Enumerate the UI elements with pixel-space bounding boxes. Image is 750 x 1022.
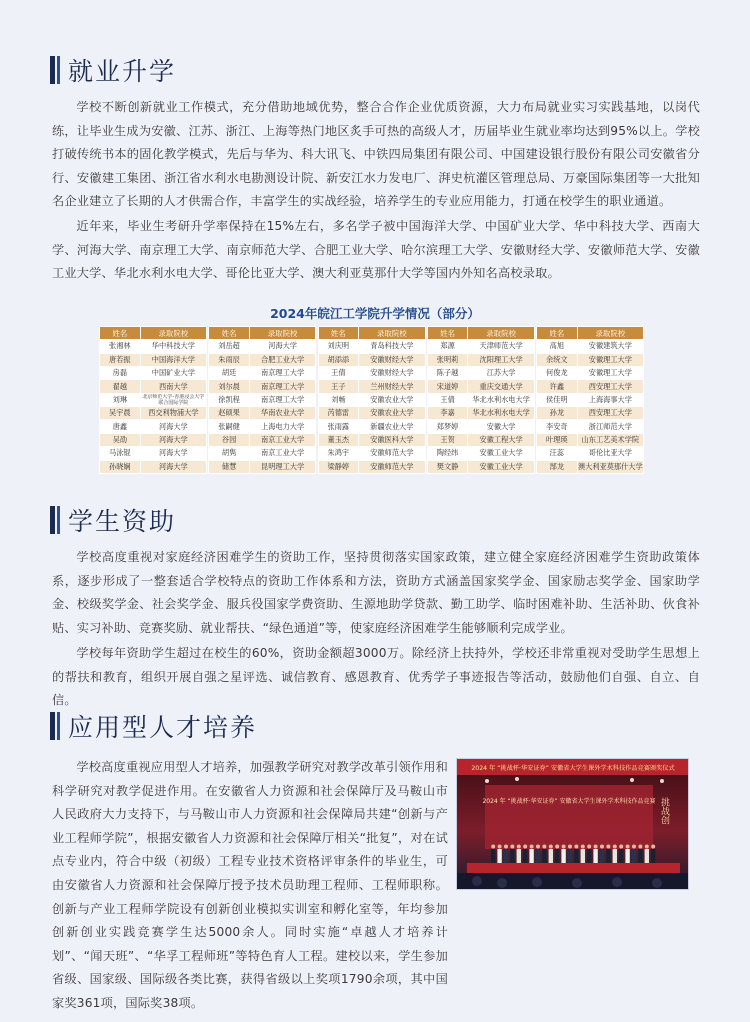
recipient-head <box>530 845 534 849</box>
admissions-table-1 <box>99 326 207 474</box>
table-row <box>209 380 316 393</box>
admitted-school: 西安理工大学 <box>577 380 643 393</box>
title-bar-icon <box>50 506 60 534</box>
header-name: 姓名 <box>318 327 359 340</box>
table-row <box>100 407 207 420</box>
recipient-figure <box>645 849 649 863</box>
recipient-head <box>517 845 521 849</box>
admitted-school: 安徽师范大学 <box>359 460 425 473</box>
table-row <box>318 366 425 379</box>
admitted-school: 华南农业大学 <box>249 407 315 420</box>
student-name: 樊文静 <box>427 460 468 473</box>
table-row <box>100 366 207 379</box>
student-name: 郜龙 <box>537 460 578 473</box>
student-name: 王贺 <box>427 433 468 446</box>
table-row <box>100 380 207 393</box>
admissions-tables <box>99 326 644 474</box>
admitted-school: 浙江师范大学 <box>577 420 643 433</box>
student-name: 梁静婷 <box>318 460 359 473</box>
table-row <box>427 447 534 460</box>
student-name: 叶理瑛 <box>537 433 578 446</box>
student-name: 汪蕊 <box>537 447 578 460</box>
table-row <box>537 353 644 366</box>
admitted-school: 沈阳理工大学 <box>468 353 534 366</box>
header-name: 姓名 <box>427 327 468 340</box>
table-row <box>209 433 316 446</box>
admitted-school: 安徽工业大学 <box>468 447 534 460</box>
admitted-school: 南京工业大学 <box>249 433 315 446</box>
recipient-head <box>562 845 566 849</box>
recipient-figure <box>542 849 546 863</box>
student-name: 李嘉 <box>427 407 468 420</box>
student-name: 许鑫 <box>537 380 578 393</box>
employment-section-title <box>50 52 176 88</box>
recipient-head <box>542 845 546 849</box>
header-name: 姓名 <box>537 327 578 340</box>
admitted-school: 安徽工业大学 <box>468 460 534 473</box>
recipient-figure <box>568 849 572 863</box>
stage-side-text: 挑战创 <box>659 797 669 825</box>
recipient-figure <box>625 849 629 863</box>
stage-screen <box>485 785 653 849</box>
student-name: 刘尔晨 <box>209 380 250 393</box>
admitted-school: 北京师范大学-香港浸会大学联合国际学院 <box>140 393 206 406</box>
student-name: 芮德雷 <box>318 407 359 420</box>
title-bar-icon <box>50 712 60 740</box>
header-school: 录取院校 <box>359 327 425 340</box>
table-row <box>427 366 534 379</box>
recipient-figure <box>638 849 642 863</box>
admitted-school: 西南大学 <box>140 380 206 393</box>
table-row <box>100 393 207 406</box>
header-name: 姓名 <box>100 327 141 340</box>
table-row <box>318 340 425 353</box>
recipient-figure <box>497 849 501 863</box>
recipient-figure <box>587 849 591 863</box>
stage-screen-text: 2024 年 “挑战杯·华安证券” 安徽省大学生课外学术科技作品竞赛 <box>482 798 656 805</box>
admitted-school: 南京工业大学 <box>249 447 315 460</box>
talent-section-title <box>50 708 257 744</box>
student-name: 张嗣健 <box>209 420 250 433</box>
student-name: 马泳锟 <box>100 447 141 460</box>
stage-floor <box>467 863 680 873</box>
table-row <box>209 366 316 379</box>
student-name: 何俊龙 <box>537 366 578 379</box>
table-row <box>537 407 644 420</box>
table-row <box>537 366 644 379</box>
recipient-head <box>638 845 642 849</box>
recipient-figure <box>613 849 617 863</box>
recipient-head <box>600 845 604 849</box>
table-row <box>318 447 425 460</box>
admitted-school: 江苏大学 <box>468 366 534 379</box>
recipient-head <box>555 845 559 849</box>
student-name: 徐凯程 <box>209 393 250 406</box>
recipient-figure <box>651 849 655 863</box>
recipient-head <box>574 845 578 849</box>
admitted-school: 西安理工大学 <box>577 407 643 420</box>
admitted-school: 西交利物浦大学 <box>140 407 206 420</box>
admitted-school: 安徽建筑大学 <box>577 340 643 353</box>
recipient-figure <box>536 849 540 863</box>
student-name: 唐若振 <box>100 353 141 366</box>
admitted-school: 河海大学 <box>140 447 206 460</box>
table-row <box>537 380 644 393</box>
student-name: 余统文 <box>537 353 578 366</box>
recipient-head <box>606 845 610 849</box>
student-name: 郑源 <box>427 340 468 353</box>
table-row <box>100 447 207 460</box>
admitted-school: 上海电力大学 <box>249 420 315 433</box>
employment-paragraph-1: 学校不断创新就业工作模式，充分借助地域优势，整合合作企业优质资源，大力布局就业实习实践基地，以岗代练，让毕业生成为安徽、江苏、浙江、上海等热门地区炙手可热的高级人才，历届毕业生就业率均达到95%以上。学校打破传统书本的固化教学模式，先后与华为、科大讯飞、中铁四局集团有限公司、中国建设银行股份有限公司安徽省分行、安徽建工集团、浙江省水利水电勘测设计院、新安江水力发电厂、湃史杭灌区管理总局、万豪国际集团等一大批知名企业建立了长期的人才供需合作，丰富学生的实战经验，培养学生的专业应用能力，打通在校学生的职业通道。 <box>52 100 700 209</box>
student-name: 刘琳 <box>100 393 141 406</box>
recipient-head <box>498 845 502 849</box>
header-school: 录取院校 <box>577 327 643 340</box>
table-row <box>318 460 425 473</box>
recipient-figure <box>517 849 521 863</box>
student-name: 刘庆明 <box>318 340 359 353</box>
student-name: 储慧 <box>209 460 250 473</box>
table-row <box>427 380 534 393</box>
student-name: 唐鑫 <box>100 420 141 433</box>
table-row <box>318 393 425 406</box>
table-row <box>537 340 644 353</box>
table-row <box>427 353 534 366</box>
table-row <box>209 460 316 473</box>
admitted-school: 安徽财经大学 <box>359 353 425 366</box>
student-name: 谷园 <box>209 433 250 446</box>
student-name: 房磊 <box>100 366 141 379</box>
header-school: 录取院校 <box>140 327 206 340</box>
student-name: 孙晓娴 <box>100 460 141 473</box>
student-name: 张湘林 <box>100 340 141 353</box>
recipient-figure <box>600 849 604 863</box>
table-row <box>209 447 316 460</box>
award-ceremony-photo <box>456 758 689 890</box>
admitted-school: 昆明理工大学 <box>249 460 315 473</box>
student-name: 王倩 <box>318 366 359 379</box>
employment-paragraph-2: 近年来，毕业生考研升学率保持在15%左右，多名学子被中国海洋大学、中国矿业大学、华中科技大学、西南大学、河海大学、南京理工大学、南京师范大学、合肥工业大学、哈尔滨理工大学、安徽财经大学、安徽师范大学、安徽工业大学、华北水利水电大学、哥伦比亚大学、澳大利亚莫那什大学等国内外知名高校录取。 <box>52 219 700 281</box>
table-row <box>427 340 534 353</box>
recipient-figure <box>523 849 527 863</box>
table-row <box>100 460 207 473</box>
recipient-head <box>491 845 495 849</box>
table-row <box>100 433 207 446</box>
student-name: 孙龙 <box>537 407 578 420</box>
table-row <box>537 420 644 433</box>
admitted-school: 河海大学 <box>140 460 206 473</box>
recipient-figure <box>504 849 508 863</box>
recipient-head <box>568 845 572 849</box>
talent-paragraph-1: 学校高度重视应用型人才培养，加强教学研究对教学改革引领作用和科学研究对教学促进作用。在安徽省人力资源和社会保障厅及马鞍山市人民政府大力支持下，与马鞍山市人力资源和社会保障局共建“创新与产业工程师学院”，根据安徽省人力资源和社会保障厅相关“批复”，对在试点专业内，符合中级（初级）工程专业技术资格评审条件的毕业生，可由安徽省人力资源和社会保障厅授予技术员助理工程师、工程师职称。创新与产业工程师学院设有创新创业模拟实训室和孵化室等，年均参加创新创业实践竞赛学生达5000余人。同时实施“卓越人才培养计划”、“闻天班”、“华孚工程师班”等特色育人工程。建校以来，学生参加省级、国家级、国际级各类比赛，获得省级以上奖项1790余项，其中国家奖361项，国际奖38项。 <box>52 760 449 1010</box>
table-row <box>427 433 534 446</box>
table-row <box>427 407 534 420</box>
admitted-school: 安徽农业大学 <box>359 407 425 420</box>
admitted-school: 兰州财经大学 <box>359 380 425 393</box>
admitted-school: 青岛科技大学 <box>359 340 425 353</box>
recipient-head <box>594 845 598 849</box>
student-name: 刘畅 <box>318 393 359 406</box>
admitted-school: 华北水利水电大学 <box>468 407 534 420</box>
admitted-school: 南京理工大学 <box>249 366 315 379</box>
recipient-figure <box>632 849 636 863</box>
table-row <box>427 420 534 433</box>
aid-title-text: 学生资助 <box>68 507 177 536</box>
student-name: 张雨露 <box>318 420 359 433</box>
recipient-figure <box>510 849 514 863</box>
recipient-figure <box>574 849 578 863</box>
admitted-school: 安徽医科大学 <box>359 433 425 446</box>
student-name: 吴劭 <box>100 433 141 446</box>
recipient-figure <box>555 849 559 863</box>
admissions-table-3 <box>318 326 426 474</box>
stage-banner-text: 2024 年 “挑战杯·华安证券” 安徽省大学生课外学术科技作品竞赛颁奖仪式 <box>471 765 675 772</box>
talent-title-text: 应用型人才培养 <box>68 713 258 742</box>
student-name: 朱雨辰 <box>209 353 250 366</box>
admitted-school: 天津师范大学 <box>468 340 534 353</box>
table-row <box>100 353 207 366</box>
table-row <box>537 433 644 446</box>
admitted-school: 澳大利亚莫那什大学 <box>577 460 643 473</box>
student-name: 胡添添 <box>318 353 359 366</box>
recipient-figure <box>606 849 610 863</box>
student-name: 侯佳明 <box>537 393 578 406</box>
student-name: 赵硕果 <box>209 407 250 420</box>
recipient-head <box>632 845 636 849</box>
student-name: 翟越 <box>100 380 141 393</box>
recipient-head <box>549 845 553 849</box>
student-name: 吴宇晨 <box>100 407 141 420</box>
admitted-school: 安徽工程大学 <box>468 433 534 446</box>
recipient-head <box>523 845 527 849</box>
admitted-school: 南京理工大学 <box>249 380 315 393</box>
admitted-school: 重庆交通大学 <box>468 380 534 393</box>
admitted-school: 安徽师范大学 <box>359 447 425 460</box>
admitted-school: 华中科技大学 <box>140 340 206 353</box>
admissions-table-4 <box>427 326 535 474</box>
admitted-school: 安徽农业大学 <box>359 393 425 406</box>
admitted-school: 河海大学 <box>140 420 206 433</box>
table-row <box>537 447 644 460</box>
recipient-figure <box>619 849 623 863</box>
table-row <box>100 340 207 353</box>
admitted-school: 安徽大学 <box>468 420 534 433</box>
student-name: 朱鸿宇 <box>318 447 359 460</box>
admitted-school: 哥伦比亚大学 <box>577 447 643 460</box>
aid-paragraph-1: 学校高度重视对家庭经济困难学生的资助工作，坚持贯彻落实国家政策，建立健全家庭经济困难学生资助政策体系，逐步形成了一整套适合学校特点的资助工作体系和方法，资助方式涵盖国家奖学金、国家励志奖学金、国家助学金、校级奖学金、社会奖学金、服兵役国家学费资助、生源地助学贷款、勤工助学、临时困难补助、生活补助、伙食补贴、实习补助、竞赛奖励、就业帮扶、“绿色通道”等，使家庭经济困难学生能够顺利完成学业。 <box>52 550 700 635</box>
table-row <box>209 420 316 433</box>
recipient-head <box>510 845 514 849</box>
recipient-head <box>626 845 630 849</box>
admitted-school: 河海大学 <box>249 340 315 353</box>
recipient-head <box>651 845 655 849</box>
table-row <box>427 393 534 406</box>
student-name: 李安奇 <box>537 420 578 433</box>
recipient-figure <box>529 849 533 863</box>
employment-title-text: 就业升学 <box>68 57 177 86</box>
admitted-school: 安徽财经大学 <box>359 366 425 379</box>
admitted-school: 新疆农业大学 <box>359 420 425 433</box>
admitted-school: 安徽理工大学 <box>577 353 643 366</box>
student-name: 王子 <box>318 380 359 393</box>
title-bar-icon <box>50 56 60 84</box>
recipient-head <box>613 845 617 849</box>
table-row <box>537 460 644 473</box>
admissions-table-caption: 2024年皖江工学院升学情况（部分） <box>270 306 480 321</box>
admitted-school: 河海大学 <box>140 433 206 446</box>
table-row <box>100 420 207 433</box>
table-row <box>209 353 316 366</box>
recipient-head <box>587 845 591 849</box>
recipient-figure <box>581 849 585 863</box>
table-row <box>318 380 425 393</box>
recipient-head <box>645 845 649 849</box>
header-school: 录取院校 <box>468 327 534 340</box>
recipient-figure <box>491 849 495 863</box>
student-name: 刘岳超 <box>209 340 250 353</box>
student-name: 董玉杰 <box>318 433 359 446</box>
admissions-table-5 <box>536 326 644 474</box>
student-name: 张明莉 <box>427 353 468 366</box>
aid-paragraph-2: 学校每年资助学生超过在校生的60%，资助金额超3000万。除经济上扶持外，学校还非常重视对受助学生思想上的帮扶和教育，组织开展自强之星评选、诚信教育、感恩教育、优秀学子事迹报告等活动，鼓励他们自强、自立、自信。 <box>52 646 700 708</box>
student-name: 陶经纬 <box>427 447 468 460</box>
student-name: 郑梦婷 <box>427 420 468 433</box>
recipient-head <box>581 845 585 849</box>
student-name: 陈子越 <box>427 366 468 379</box>
student-name: 宋道婷 <box>427 380 468 393</box>
table-row <box>318 420 425 433</box>
student-name: 胡廷 <box>209 366 250 379</box>
admitted-school: 中国矿业大学 <box>140 366 206 379</box>
admitted-school: 山东工艺美术学院 <box>577 433 643 446</box>
table-row <box>209 340 316 353</box>
table-row <box>318 353 425 366</box>
student-name: 胡隽 <box>209 447 250 460</box>
recipient-head <box>536 845 540 849</box>
header-school: 录取院校 <box>249 327 315 340</box>
recipient-figure <box>593 849 597 863</box>
table-row <box>318 433 425 446</box>
aid-section-title <box>50 502 176 538</box>
table-row <box>318 407 425 420</box>
student-name: 王倩 <box>427 393 468 406</box>
admissions-table-2 <box>208 326 316 474</box>
admitted-school: 华北水利水电大学 <box>468 393 534 406</box>
table-row <box>537 393 644 406</box>
recipient-figure <box>549 849 553 863</box>
admitted-school: 合肥工业大学 <box>249 353 315 366</box>
recipient-figure <box>561 849 565 863</box>
table-row <box>209 407 316 420</box>
student-name: 高旭 <box>537 340 578 353</box>
admitted-school: 中国海洋大学 <box>140 353 206 366</box>
table-row <box>427 460 534 473</box>
recipient-head <box>619 845 623 849</box>
recipient-head <box>504 845 508 849</box>
header-name: 姓名 <box>209 327 250 340</box>
admitted-school: 南京理工大学 <box>249 393 315 406</box>
table-row <box>209 393 316 406</box>
admitted-school: 安徽理工大学 <box>577 366 643 379</box>
admitted-school: 上海海事大学 <box>577 393 643 406</box>
